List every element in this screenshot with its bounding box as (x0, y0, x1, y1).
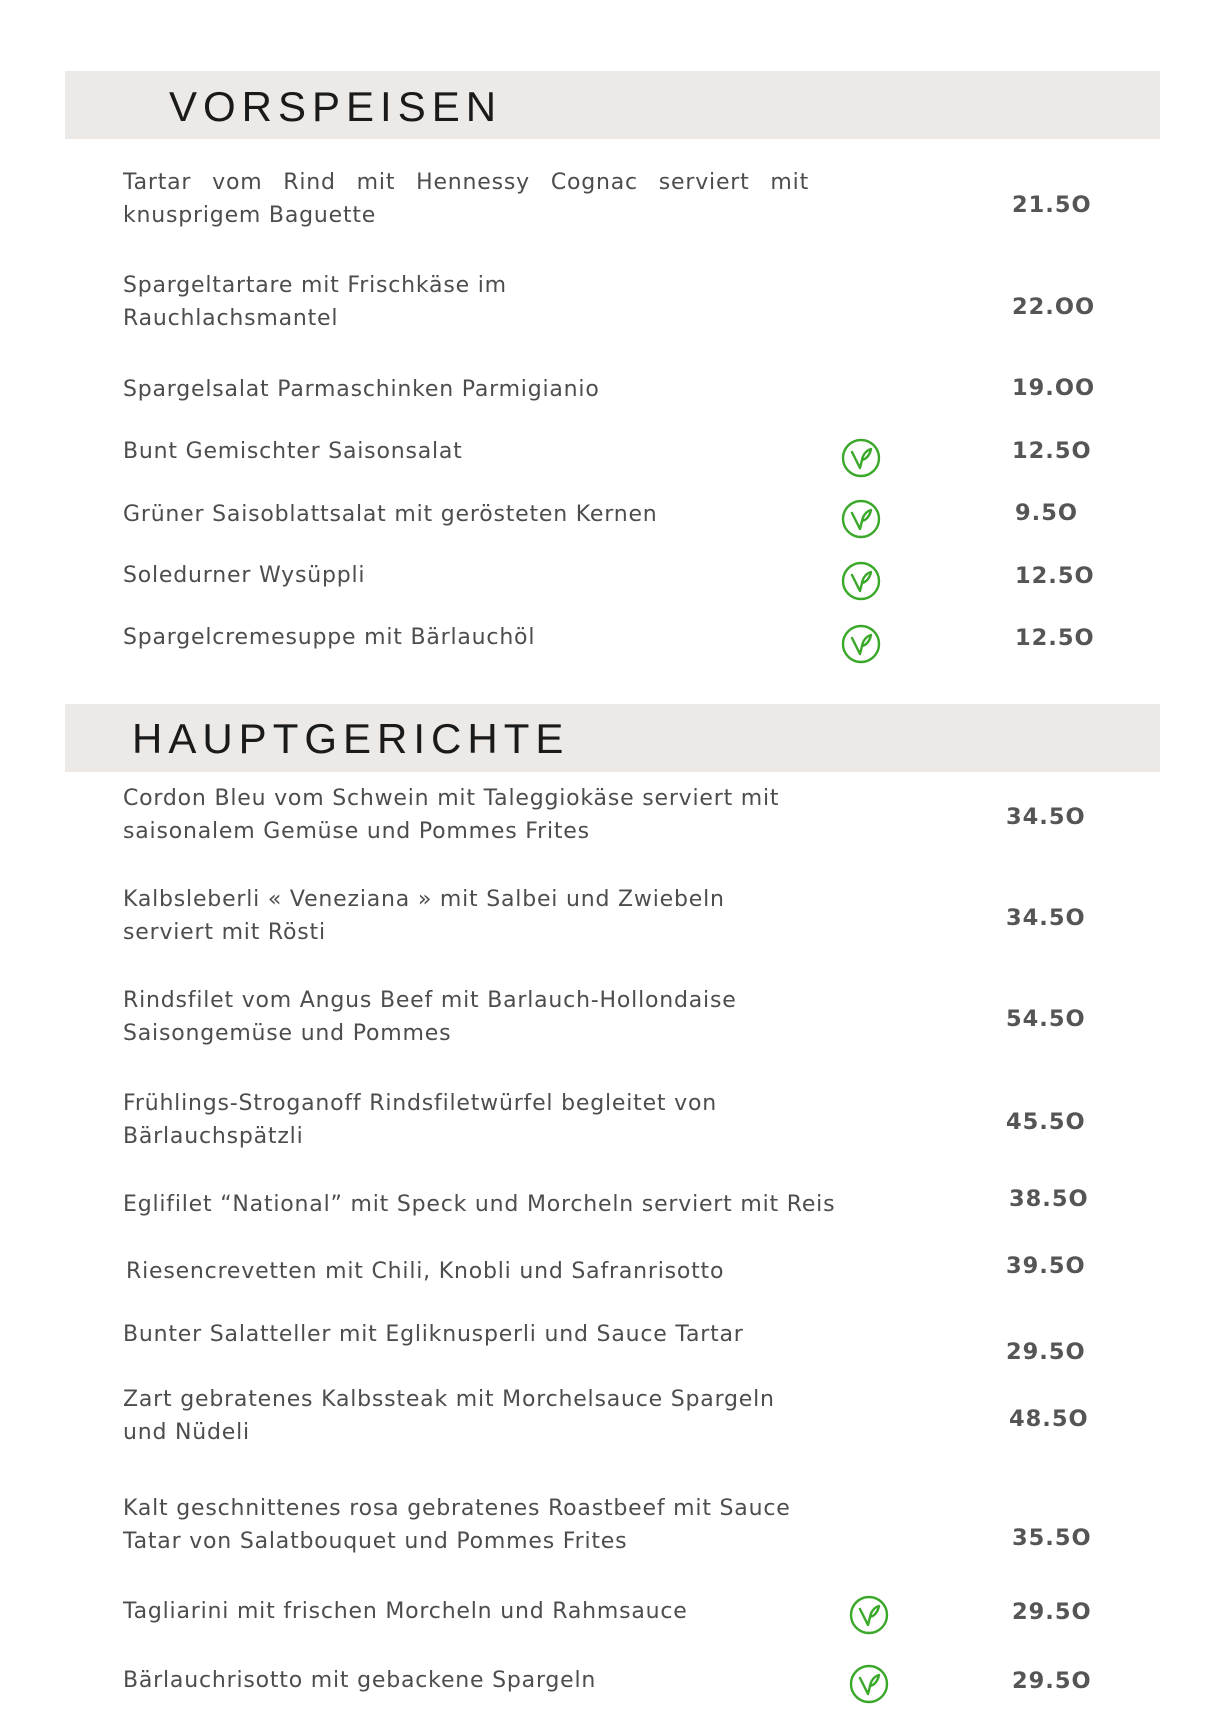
menu-item-price: 9.5O (1015, 500, 1078, 526)
vegan-leaf-icon (849, 1595, 889, 1635)
menu-item-price: 29.5O (1006, 1339, 1086, 1365)
menu-item-text: Eglifilet “National” mit Speck und Morcheln serviert mit Reis (123, 1192, 836, 1217)
menu-item-text: Kalbsleberli « Veneziana » mit Salbei und Zwiebeln serviert mit Rösti (123, 887, 725, 945)
section-title-vorspeisen: VORSPEISEN (169, 83, 503, 130)
menu-item-price: 22.OO (1012, 294, 1096, 320)
menu-item-price: 34.5O (1006, 905, 1086, 931)
menu-item-text: Spargelsalat Parmaschinken Parmigianio (123, 377, 600, 402)
menu-item-price: 29.5O (1012, 1599, 1092, 1625)
menu-item-text: Soledurner Wysüppli (123, 563, 366, 588)
menu-item-text: Bunt Gemischter Saisonsalat (123, 439, 463, 464)
menu-item-text: Bunter Salatteller mit Egliknusperli und Sauce Tartar (123, 1322, 744, 1347)
section-title-hauptgerichte: HAUPTGERICHTE (132, 715, 570, 762)
menu-item-text: Kalt geschnittenes rosa gebratenes Roastbeef mit Sauce Tatar von Salatbouquet und Pommes Frites (123, 1496, 791, 1554)
menu-item-text: Tagliarini mit frischen Morcheln und Rahmsauce (123, 1599, 688, 1624)
menu-item-text: Spargelcremesuppe mit Bärlauchöl (123, 625, 536, 650)
menu-item-price: 45.5O (1006, 1109, 1086, 1135)
menu-item-text: Spargeltartare mit Frischkäse im Rauchlachsmantel (123, 273, 507, 331)
menu-item-text: Tartar vom Rind mit Hennessy Cognac serviert mit knusprigem Baguette (123, 170, 809, 228)
vegan-leaf-icon (841, 561, 881, 601)
menu-item-text: Bärlauchrisotto mit gebackene Spargeln (123, 1668, 597, 1693)
menu-item-price: 19.OO (1012, 375, 1096, 401)
vegan-leaf-icon (841, 624, 881, 664)
menu-item-text: Cordon Bleu vom Schwein mit Taleggiokäse serviert mit saisonalem Gemüse und Pommes Frites (123, 786, 780, 844)
menu-item-price: 39.5O (1006, 1253, 1086, 1279)
vegan-leaf-icon (841, 499, 881, 539)
menu-item-price: 12.5O (1015, 625, 1095, 651)
menu-item-text: Grüner Saisoblattsalat mit gerösteten Kernen (123, 502, 658, 527)
menu-item-price: 12.5O (1012, 438, 1092, 464)
menu-item-price: 29.5O (1012, 1668, 1092, 1694)
menu-item-text: Zart gebratenes Kalbssteak mit Morchelsauce Spargeln und Nüdeli (123, 1387, 775, 1445)
menu-item-price: 34.5O (1006, 804, 1086, 830)
menu-item-price: 54.5O (1006, 1006, 1086, 1032)
menu-item-price: 21.5O (1012, 192, 1092, 218)
menu-item-price: 38.5O (1009, 1186, 1089, 1212)
vegan-leaf-icon (841, 438, 881, 478)
menu-item-text: Riesencrevetten mit Chili, Knobli und Safranrisotto (126, 1259, 725, 1284)
vegan-leaf-icon (849, 1664, 889, 1704)
menu-item-price: 35.5O (1012, 1525, 1092, 1551)
menu-item-text: Rindsfilet vom Angus Beef mit Barlauch-Hollondaise Saisongemüse und Pommes (123, 988, 737, 1046)
menu-item-price: 12.5O (1015, 563, 1095, 589)
menu-item-text: Frühlings-Stroganoff Rindsfiletwürfel begleitet von Bärlauchspätzli (123, 1091, 717, 1149)
menu-item-price: 48.5O (1009, 1406, 1089, 1432)
